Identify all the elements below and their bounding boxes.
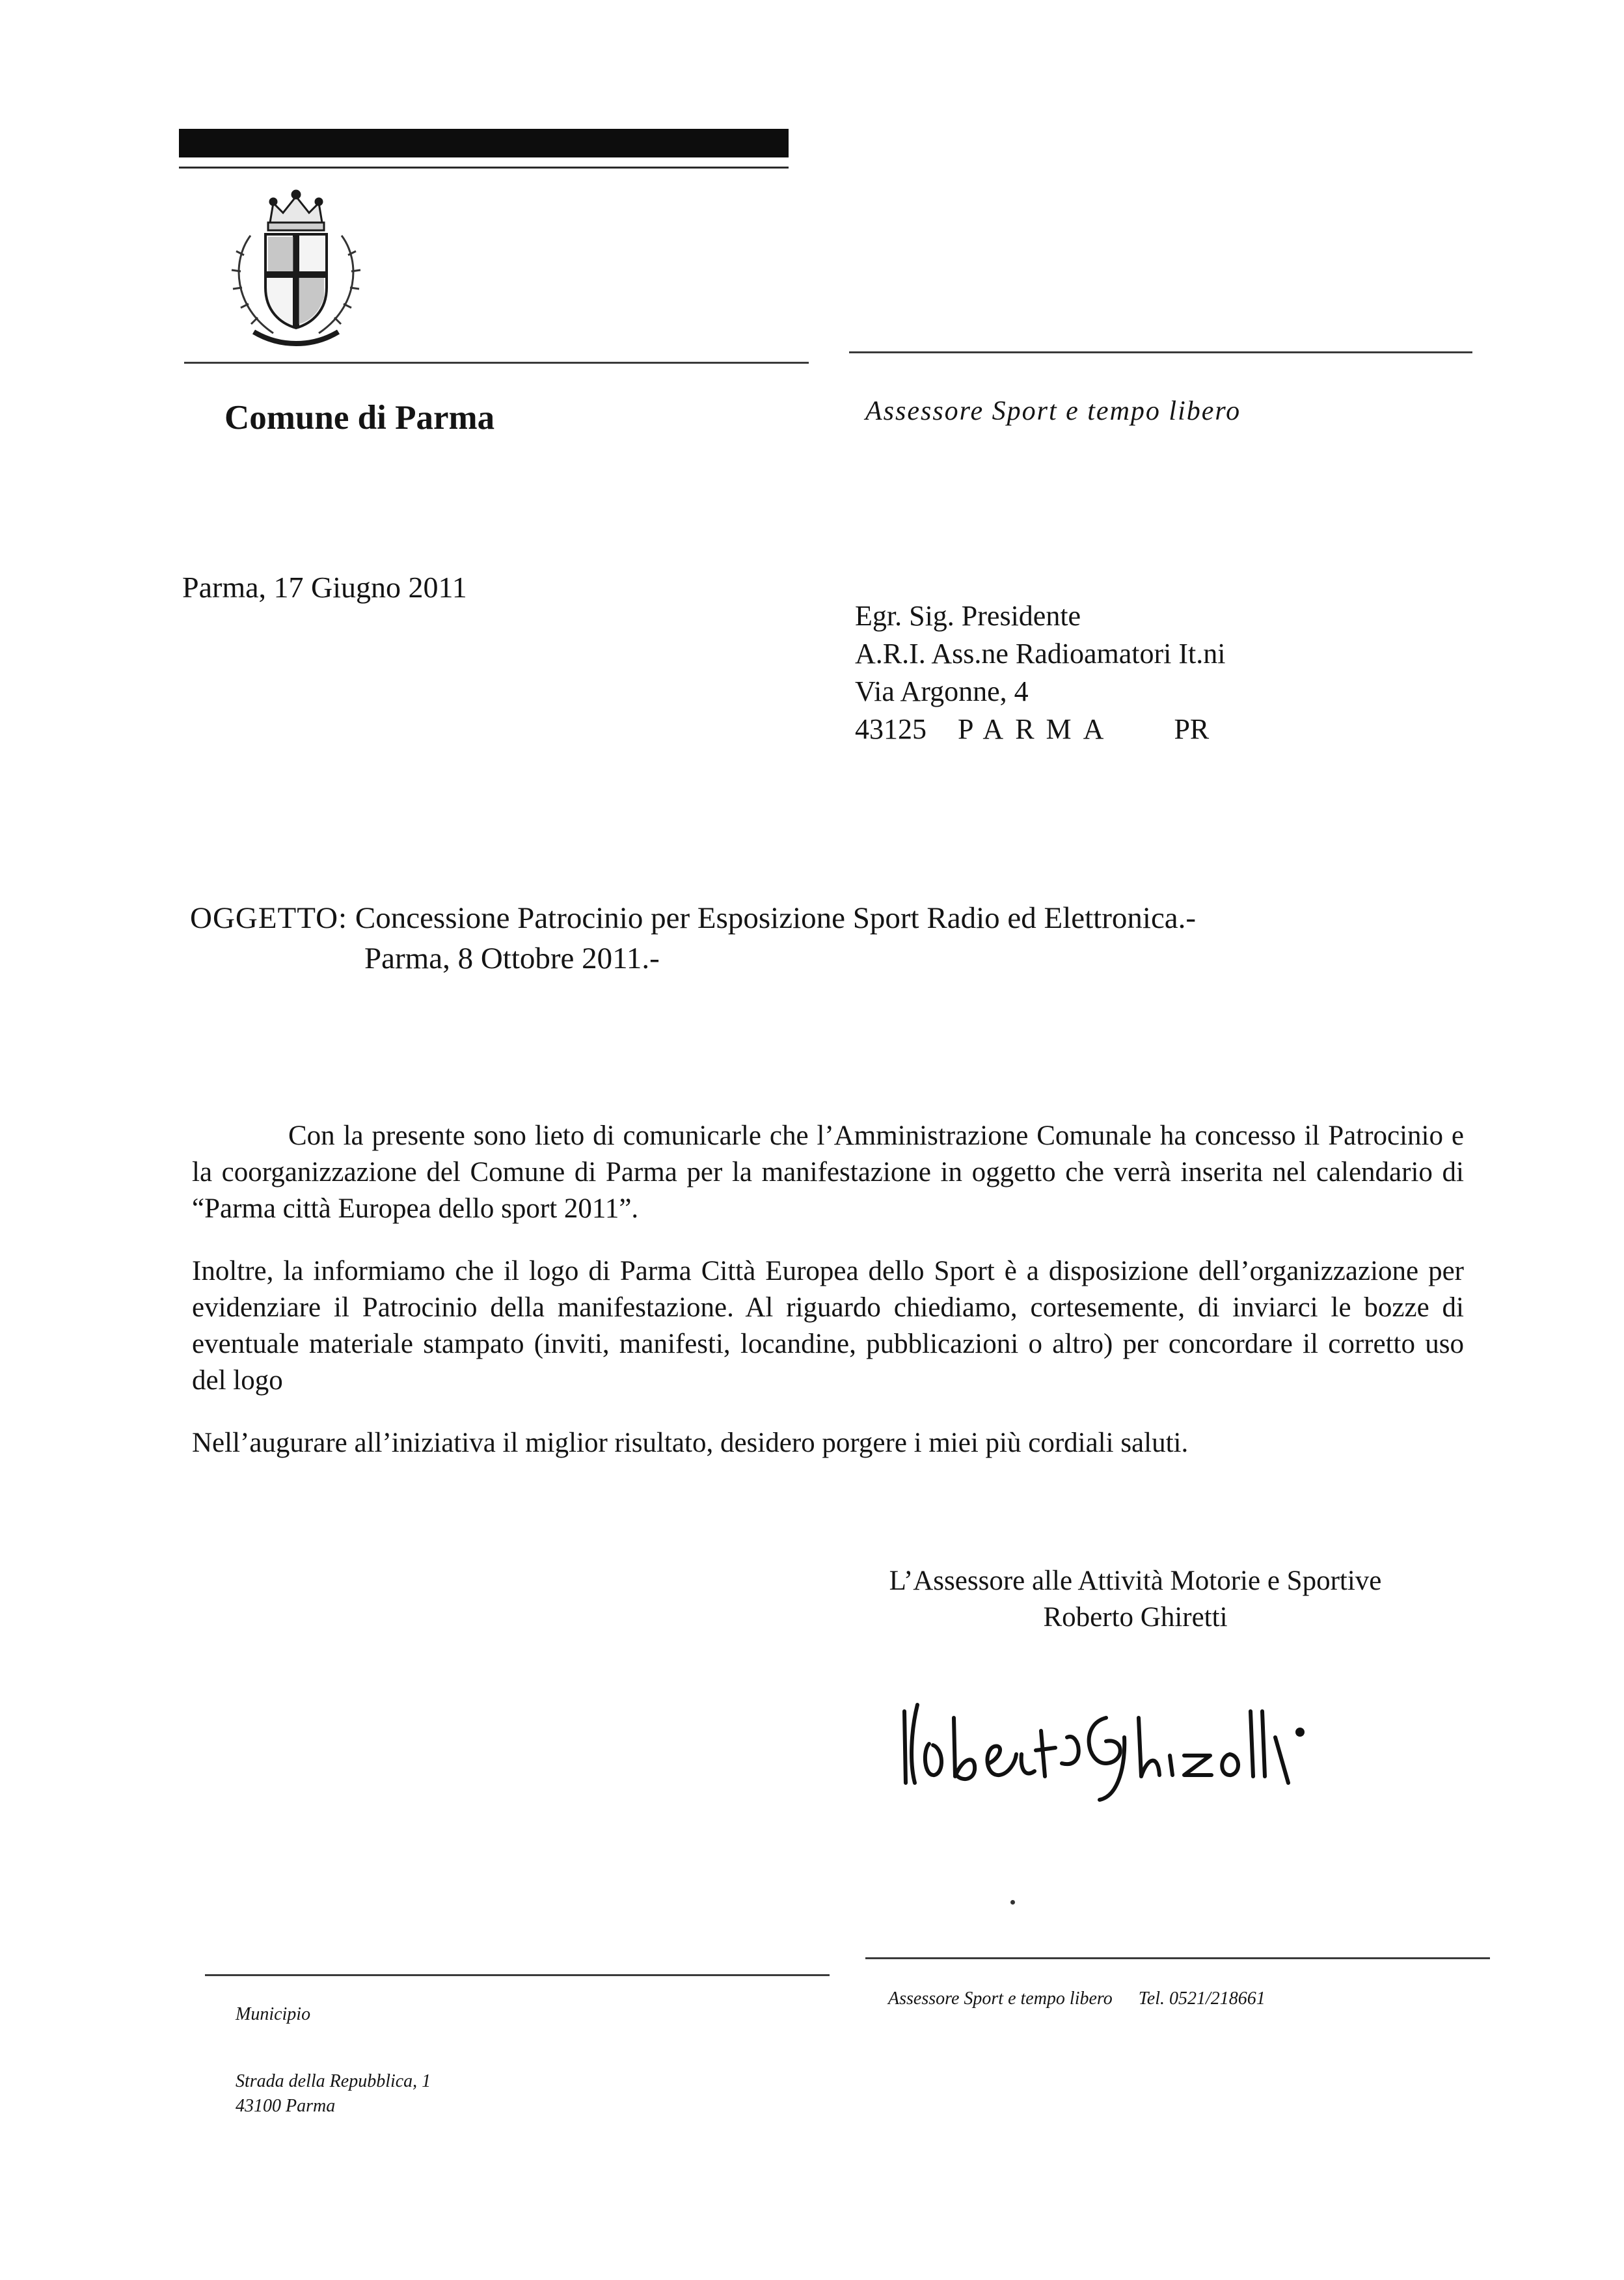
signatory-name: Roberto Ghiretti (1043, 1602, 1228, 1633)
coat-of-arms-icon (215, 177, 377, 353)
footer-department: Assessore Sport e tempo libero (888, 1988, 1113, 2009)
recipient-postcode: 43125 (855, 713, 927, 745)
footer-address (236, 2069, 431, 2119)
footer-rule-left (205, 1974, 830, 1976)
recipient-province: PR (1174, 713, 1210, 745)
header-rule-left (184, 362, 809, 364)
footer-rule-right (865, 1957, 1490, 1959)
recipient-address (855, 597, 1226, 748)
body-paragraph: Nell’augurare all’iniziativa il miglior risultato, desidero porgere i miei più cordiali saluti. (192, 1428, 1189, 1458)
footer-contact (888, 1988, 1265, 2009)
footer-address-line: 43100 Parma (236, 2096, 336, 2116)
signatory-title: L’Assessore alle Attività Motorie e Sportive (889, 1566, 1382, 1596)
subject-text: Concessione Patrocinio per Esposizione Sport Radio ed Elettronica.- (355, 901, 1197, 935)
footer-phone: Tel. 0521/218661 (1138, 1988, 1265, 2009)
recipient-line: Via Argonne, 4 (855, 675, 1029, 707)
letterhead-bar (179, 129, 789, 157)
letterhead-rule (179, 167, 789, 169)
recipient-city: PARMA (958, 713, 1116, 745)
header-rule-right (849, 351, 1472, 353)
footer-municipio: Municipio (236, 2004, 311, 2024)
body-paragraph: Inoltre, la informiamo che il logo di Parma Città Europea dello Sport è a disposizione dell’organizzazione per evidenziare il Patrocinio della manifestazione. Al riguardo chiediamo, cortesemente, di inviarci le bozze di eventuale materiale stampato (inviti, manifesti, locandine, pubblicazioni o altro) per concordare il corretto uso del logo (192, 1256, 1464, 1396)
organization-name: Comune di Parma (224, 399, 495, 437)
handwritten-signature (891, 1692, 1314, 1802)
subject-subline: Parma, 8 Ottobre 2011.- (364, 942, 660, 975)
closing-block (690, 1563, 1581, 1636)
letter-subject (190, 898, 1196, 979)
recipient-city-line (855, 711, 1226, 748)
letter-date: Parma, 17 Giugno 2011 (182, 571, 467, 604)
stray-mark (1010, 1900, 1015, 1905)
department-name: Assessore Sport e tempo libero (865, 396, 1241, 426)
body-paragraph: Con la presente sono lieto di comunicarle che l’Amministrazione Comunale ha concesso il Patrocinio e la coorganizzazione del Comune di Parma per la manifestazione in oggetto che verrà inserita nel calendario di “Parma città Europea dello sport 2011”. (192, 1120, 1464, 1224)
subject-label: OGGETTO: (190, 901, 348, 935)
letter-body (192, 1118, 1464, 1487)
recipient-line: Egr. Sig. Presidente (855, 600, 1081, 632)
footer-address-line: Strada della Repubblica, 1 (236, 2071, 431, 2091)
recipient-line: A.R.I. Ass.ne Radioamatori It.ni (855, 638, 1226, 670)
